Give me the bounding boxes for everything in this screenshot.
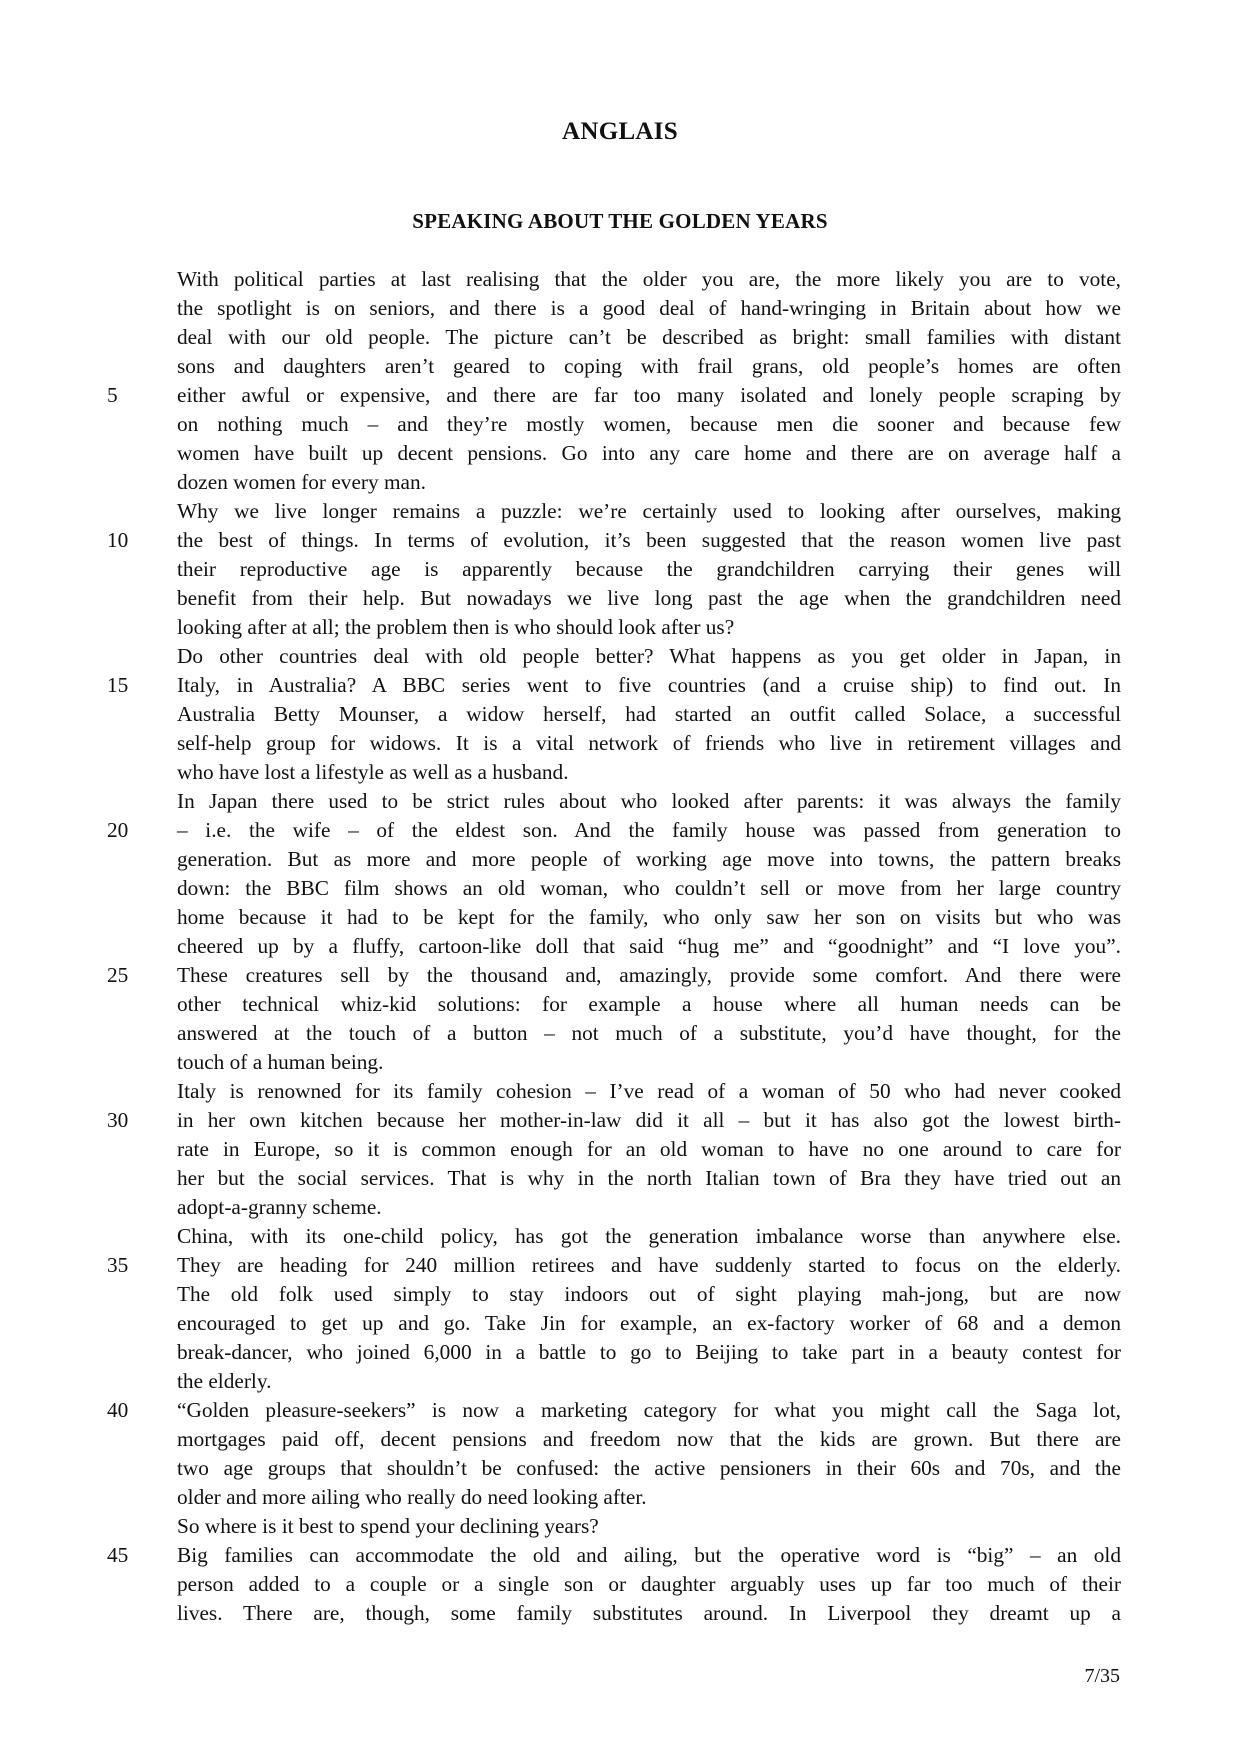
line-text: China, with its one-child policy, has got the generation imbalance worse than anywhere else. [177,1224,1121,1248]
text-line [177,323,1121,352]
text-line [177,468,1121,497]
text-line [177,294,1121,323]
line-text: – i.e. the wife – of the eldest son. And the family house was passed from generation to [177,818,1121,842]
line-text: person added to a couple or a single son or daughter arguably uses up far too much of their [177,1572,1121,1596]
line-text: older and more ailing who really do need looking after. [177,1485,647,1509]
line-text: Big families can accommodate the old and ailing, but the operative word is “big” – an old [177,1543,1121,1567]
text-line [177,555,1121,584]
text-line [177,700,1121,729]
text-line [177,1280,1121,1309]
line-number: 25 [107,963,129,987]
article-title: SPEAKING ABOUT THE GOLDEN YEARS [412,209,828,233]
text-line [107,1541,1121,1570]
line-text: In Japan there used to be strict rules about who looked after parents: it was always the family [177,789,1121,813]
text-line [177,497,1121,526]
text-line [177,758,1121,787]
line-text: sons and daughters aren’t geared to coping with frail grans, old people’s homes are often [177,354,1121,378]
line-text: These creatures sell by the thousand and, amazingly, provide some comfort. And there were [177,963,1121,987]
text-line [177,1599,1121,1628]
line-text: Australia Betty Mounser, a widow herself, had started an outfit called Solace, a successful [177,702,1121,726]
line-text: cheered up by a fluffy, cartoon-like doll that said “hug me” and “goodnight” and “I love you”. [177,934,1121,958]
text-line [177,613,1121,642]
text-line [177,845,1121,874]
text-line [177,265,1121,294]
text-line [107,816,1121,845]
line-text: mortgages paid off, decent pensions and freedom now that the kids are grown. But there are [177,1427,1121,1451]
line-number: 10 [107,528,129,552]
text-line [107,526,1121,555]
text-line [177,1019,1121,1048]
line-text: the best of things. In terms of evolution, it’s been suggested that the reason women live past [177,528,1121,552]
line-text: Italy, in Australia? A BBC series went to five countries (and a cruise ship) to find out. In [177,673,1121,697]
line-text: deal with our old people. The picture can’t be described as bright: small families with distant [177,325,1121,349]
line-text: rate in Europe, so it is common enough for an old woman to have no one around to care for [177,1137,1121,1161]
text-line [177,1367,1121,1396]
line-text: Italy is renowned for its family cohesion – I’ve read of a woman of 50 who had never cooked [177,1079,1121,1103]
line-text: self-help group for widows. It is a vital network of friends who live in retirement villages and [177,731,1121,755]
text-line [177,1483,1121,1512]
line-text: So where is it best to spend your declining years? [177,1514,599,1538]
text-line [177,1135,1121,1164]
line-text: the spotlight is on seniors, and there is a good deal of hand-wringing in Britain about how we [177,296,1121,320]
article-body [107,265,1121,1628]
line-number: 45 [107,1543,129,1567]
line-text: other technical whiz-kid solutions: for example a house where all human needs can be [177,992,1121,1016]
line-number: 30 [107,1108,129,1132]
text-line [177,903,1121,932]
text-line [177,1193,1121,1222]
text-line [177,990,1121,1019]
line-text: her but the social services. That is why in the north Italian town of Bra they have tried out an [177,1166,1121,1190]
text-line [177,787,1121,816]
text-line [177,410,1121,439]
line-text: Why we live longer remains a puzzle: we’re certainly used to looking after ourselves, making [177,499,1121,523]
line-number: 35 [107,1253,129,1277]
text-line [177,1425,1121,1454]
text-line [177,439,1121,468]
document-title: ANGLAIS [561,118,679,145]
line-text: in her own kitchen because her mother-in-law did it all – but it has also got the lowest birth- [177,1108,1121,1132]
text-line [107,671,1121,700]
text-line [107,1396,1121,1425]
line-number: 40 [107,1398,129,1422]
text-line [177,729,1121,758]
line-text: answered at the touch of a button – not much of a substitute, you’d have thought, for the [177,1021,1121,1045]
line-text: on nothing much – and they’re mostly women, because men die sooner and because few [177,412,1121,436]
line-text: lives. There are, though, some family substitutes around. In Liverpool they dreamt up a [177,1601,1121,1625]
line-text: generation. But as more and more people of working age move into towns, the pattern breaks [177,847,1121,871]
page-number: 7/35 [1084,1665,1120,1687]
line-text: benefit from their help. But nowadays we live long past the age when the grandchildren need [177,586,1121,610]
line-text: their reproductive age is apparently because the grandchildren carrying their genes will [177,557,1121,581]
line-text: adopt-a-granny scheme. [177,1195,382,1219]
line-text: The old folk used simply to stay indoors out of sight playing mah-jong, but are now [177,1282,1121,1306]
line-text: the elderly. [177,1369,272,1393]
text-line [107,1106,1121,1135]
text-line [177,584,1121,613]
line-text: Do other countries deal with old people better? What happens as you get older in Japan, in [177,644,1121,668]
text-line [177,1048,1121,1077]
text-line [177,932,1121,961]
line-number: 5 [107,383,118,407]
line-text: women have built up decent pensions. Go into any care home and there are on average half a [177,441,1121,465]
text-line [177,1164,1121,1193]
text-line [177,1570,1121,1599]
line-text: encouraged to get up and go. Take Jin for example, an ex-factory worker of 68 and a demon [177,1311,1121,1335]
text-line [177,1338,1121,1367]
text-line [177,1077,1121,1106]
line-text: either awful or expensive, and there are far too many isolated and lonely people scraping by [177,383,1121,407]
line-text: who have lost a lifestyle as well as a husband. [177,760,569,784]
line-number: 15 [107,673,129,697]
line-text: touch of a human being. [177,1050,384,1074]
text-line [177,642,1121,671]
line-text: home because it had to be kept for the family, who only saw her son on visits but who was [177,905,1121,929]
text-line [107,1251,1121,1280]
line-text: dozen women for every man. [177,470,426,494]
text-line [177,1454,1121,1483]
text-line [177,1222,1121,1251]
line-text: break-dancer, who joined 6,000 in a battle to go to Beijing to take part in a beauty contest for [177,1340,1121,1364]
text-line [177,874,1121,903]
text-line [177,1309,1121,1338]
line-text: down: the BBC film shows an old woman, who couldn’t sell or move from her large country [177,876,1121,900]
text-line [177,352,1121,381]
line-number: 20 [107,818,129,842]
line-text: “Golden pleasure-seekers” is now a marketing category for what you might call the Saga lot, [177,1398,1121,1422]
text-line [107,961,1121,990]
line-text: two age groups that shouldn’t be confused: the active pensioners in their 60s and 70s, and the [177,1456,1121,1480]
line-text: They are heading for 240 million retirees and have suddenly started to focus on the elderly. [177,1253,1121,1277]
text-line [107,381,1121,410]
line-text: looking after at all; the problem then is who should look after us? [177,615,735,639]
line-text: With political parties at last realising that the older you are, the more likely you are to vote, [177,267,1121,291]
text-line [177,1512,1121,1541]
